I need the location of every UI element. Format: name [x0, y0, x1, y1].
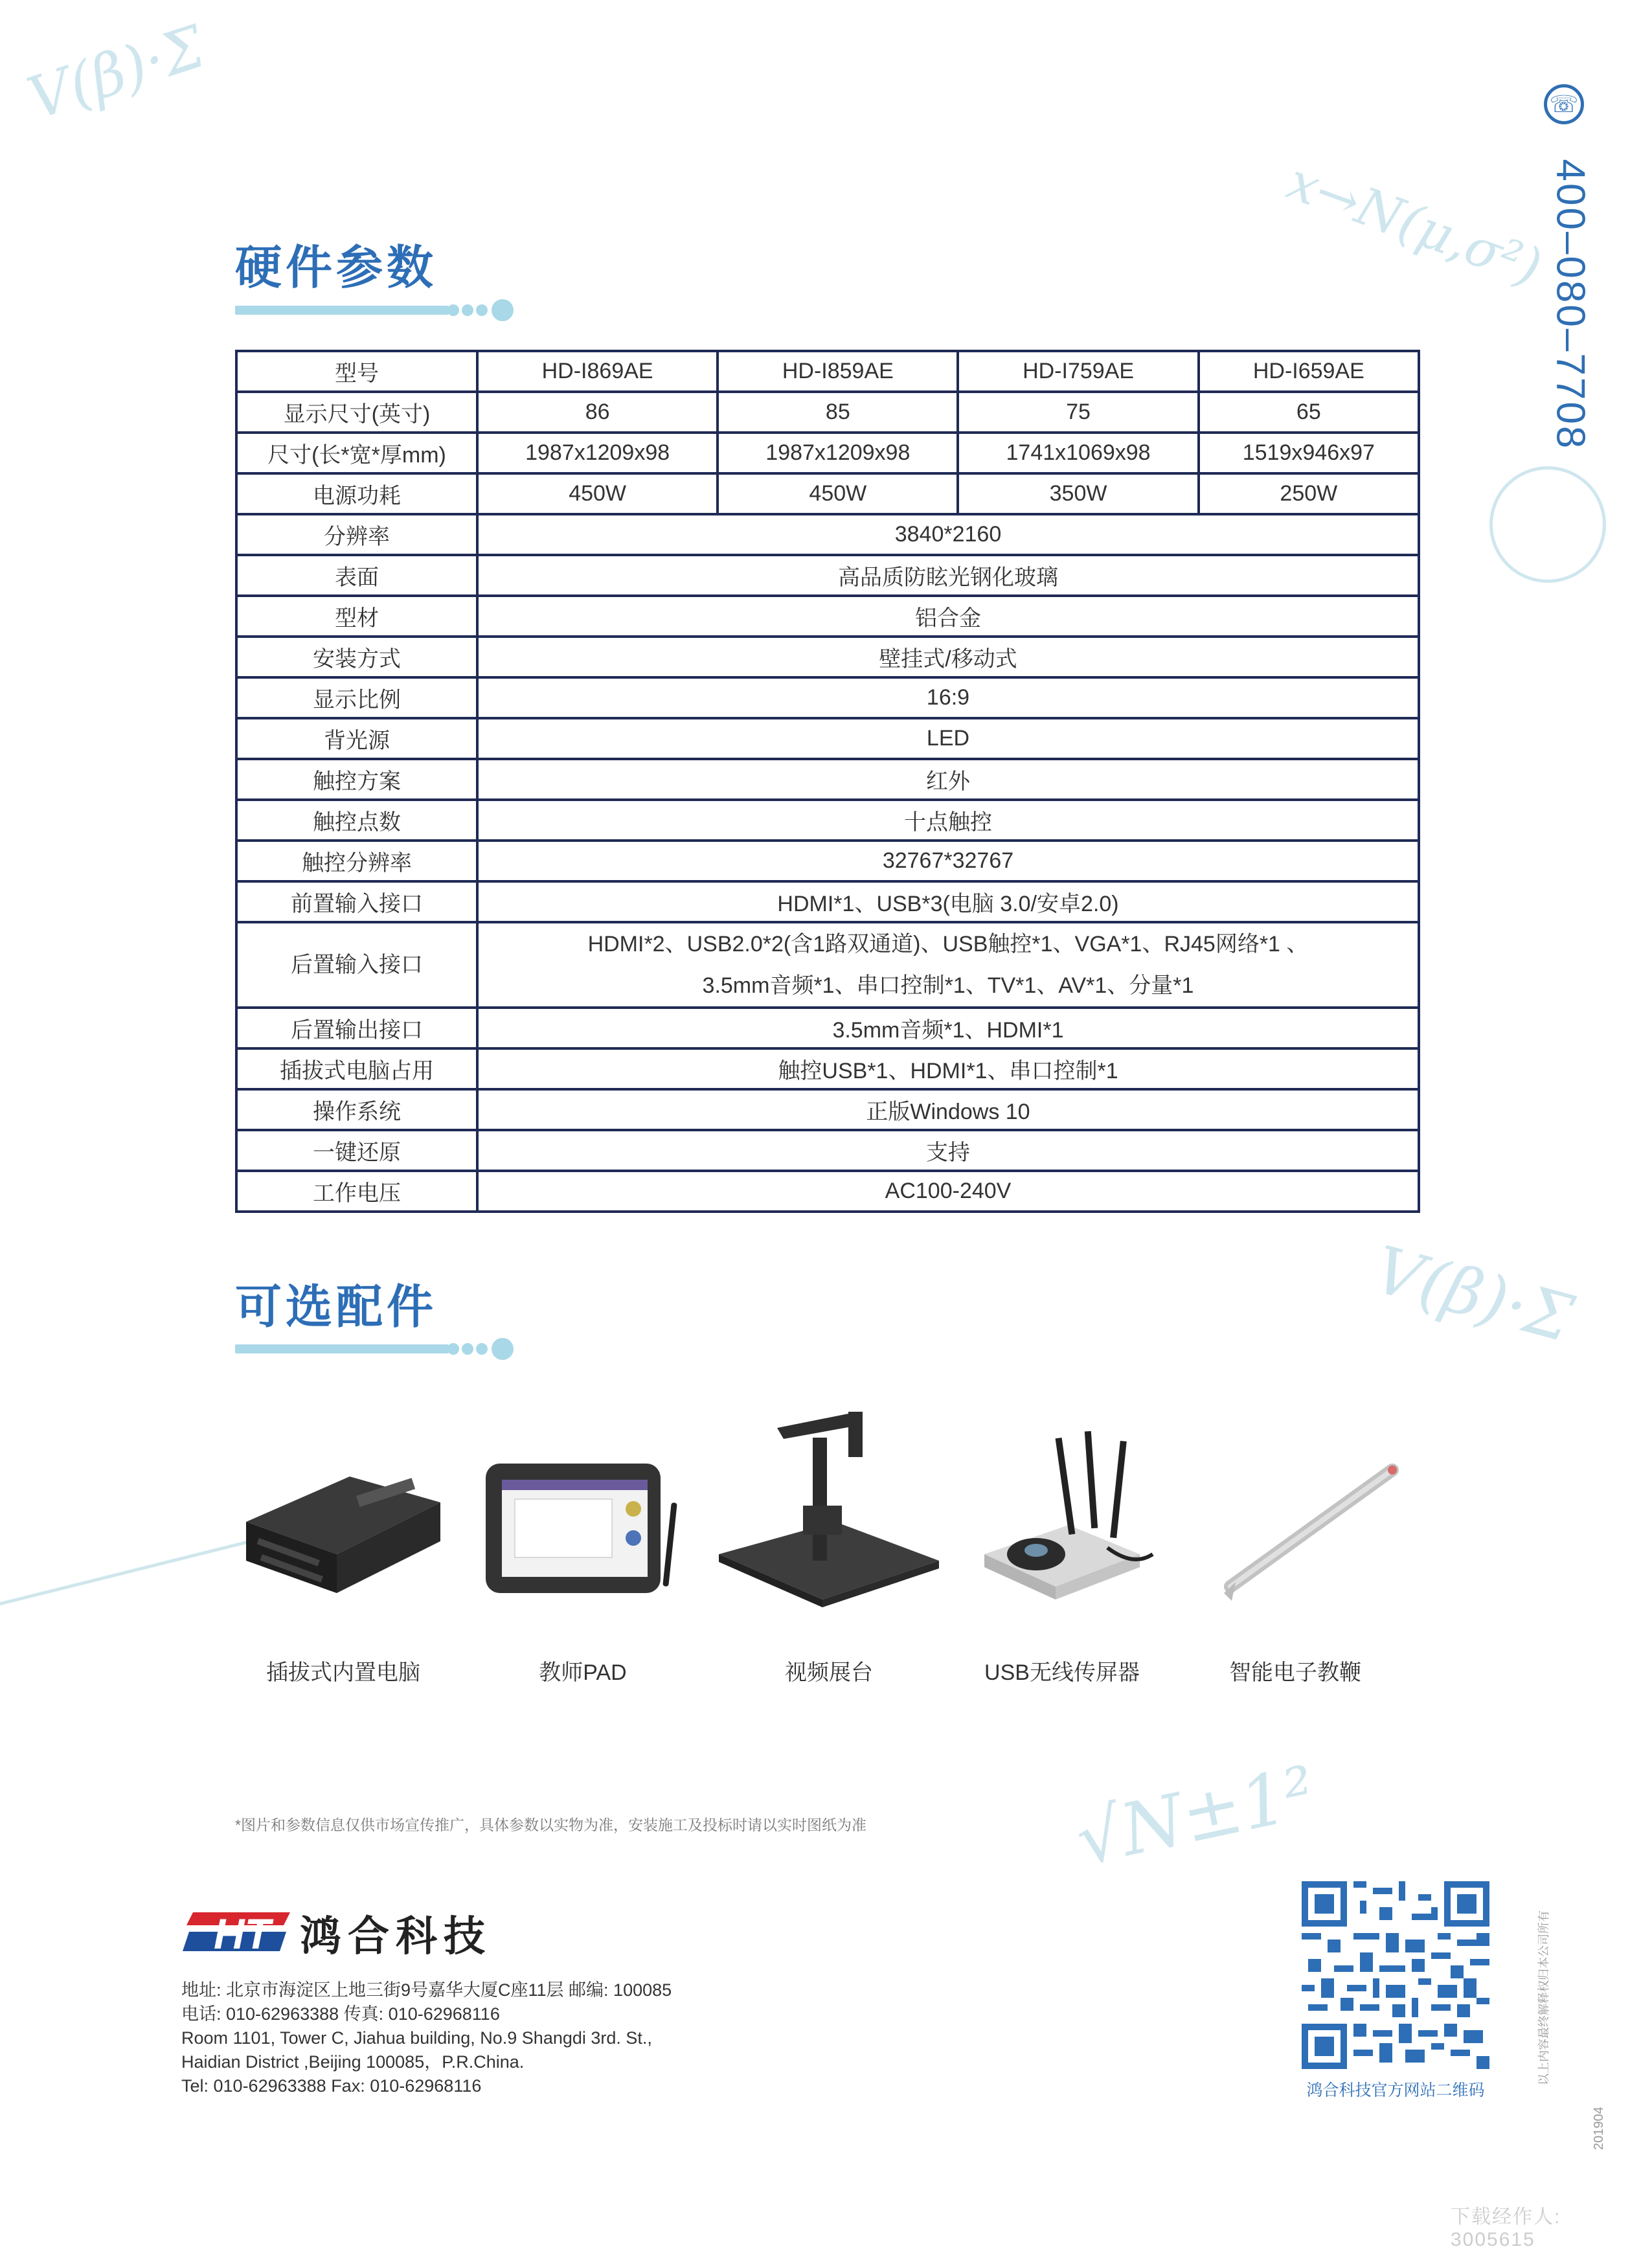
table-label-cell: 前置输入接口 — [236, 881, 477, 922]
address-line: 电话: 010-62963388 传真: 010-62968116 — [181, 2004, 500, 2024]
table-value-cell: AC100-240V — [477, 1171, 1419, 1212]
company-name: 鸿合科技 — [300, 1912, 492, 1961]
table-label-cell: 型材 — [236, 596, 477, 637]
table-row — [236, 1130, 1419, 1171]
table-row — [236, 922, 1419, 1008]
qr-code[interactable] — [1302, 1881, 1489, 2069]
table-value-cell: 85 — [718, 392, 958, 433]
accessory-item — [712, 1399, 945, 1703]
table-value-cell: 触控USB*1、HDMI*1、串口控制*1 — [477, 1048, 1419, 1089]
table-label-cell: 安装方式 — [236, 637, 477, 677]
table-row — [236, 881, 1419, 922]
math-doodle: x→N(μ,σ²) — [1280, 150, 1550, 299]
company-address — [181, 1978, 672, 2098]
table-label-cell: 分辨率 — [236, 514, 477, 555]
address-line: Room 1101, Tower C, Jiahua building, No.9 Shangdi 3rd. St., — [181, 2028, 652, 2048]
table-label-cell: 后置输入接口 — [236, 922, 477, 1008]
accessories-list — [220, 1399, 1438, 1703]
title-underline — [235, 1335, 533, 1361]
ht-logo-icon — [180, 1906, 297, 1958]
tablet-icon — [466, 1399, 699, 1619]
accessory-item — [945, 1399, 1179, 1703]
hotline-number: 400–080–7708 — [1548, 159, 1593, 451]
table-value-cell: 450W — [477, 473, 718, 514]
accessory-item — [1179, 1399, 1412, 1703]
accessory-name: 视频展台 — [785, 1660, 873, 1685]
table-value-cell: HDMI*1、USB*3(电脑 3.0/安卓2.0) — [477, 881, 1419, 922]
address-line: 地址: 北京市海淀区上地三街9号嘉华大厦C座11层 邮编: 100085 — [181, 1980, 672, 2000]
table-value-cell: 1987x1209x98 — [718, 433, 958, 473]
math-doodle: V(β)·Σ — [1366, 1231, 1581, 1357]
model-cell: HD-I659AE — [1199, 351, 1419, 392]
address-line: Tel: 010-62963388 Fax: 010-62968116 — [181, 2076, 482, 2096]
table-row — [236, 841, 1419, 881]
table-value-cell: 高品质防眩光钢化玻璃 — [477, 555, 1419, 596]
mini-pc-icon — [227, 1399, 460, 1619]
table-value-cell: 350W — [958, 473, 1198, 514]
table-row — [236, 718, 1419, 759]
value-line: 3.5mm音频*1、串口控制*1、TV*1、AV*1、分量*1 — [702, 973, 1194, 998]
print-code: 201904 — [1592, 2107, 1606, 2150]
model-cell: HD-I859AE — [718, 351, 958, 392]
table-value-cell: 32767*32767 — [477, 841, 1419, 881]
accessory-item — [227, 1399, 460, 1703]
table-label-cell: 工作电压 — [236, 1171, 477, 1212]
document-camera-icon — [712, 1399, 945, 1619]
table-row — [236, 473, 1419, 514]
qr-caption: 鸿合科技官方网站二维码 — [1306, 2081, 1485, 2099]
accessory-item — [466, 1399, 699, 1703]
table-value-cell: 铝合金 — [477, 596, 1419, 637]
math-doodle — [1489, 466, 1606, 583]
table-row — [236, 433, 1419, 473]
math-doodle: √N±1² — [1069, 1750, 1322, 1882]
phone-icon: ☏ — [1544, 84, 1584, 124]
table-value-cell: 支持 — [477, 1130, 1419, 1171]
table-value-cell: 壁挂式/移动式 — [477, 637, 1419, 677]
table-value-cell: 十点触控 — [477, 800, 1419, 841]
company-logo — [180, 1901, 504, 1962]
table-row — [236, 1048, 1419, 1089]
accessory-name: 智能电子教鞭 — [1229, 1660, 1361, 1685]
table-row — [236, 514, 1419, 555]
accessory-name: 插拔式内置电脑 — [266, 1660, 420, 1685]
accessory-name: USB无线传屏器 — [984, 1660, 1140, 1685]
table-label-cell: 型号 — [236, 351, 477, 392]
table-label-cell: 操作系统 — [236, 1089, 477, 1130]
table-value-cell: 86 — [477, 392, 718, 433]
table-label-cell: 后置输出接口 — [236, 1008, 477, 1048]
model-cell: HD-I869AE — [477, 351, 718, 392]
table-row — [236, 759, 1419, 800]
title-underline — [235, 297, 533, 322]
logo-text: HT — [214, 1910, 271, 1958]
table-value-cell: 正版Windows 10 — [477, 1089, 1419, 1130]
table-value-cell: 3.5mm音频*1、HDMI*1 — [477, 1008, 1419, 1048]
model-cell: HD-I759AE — [958, 351, 1198, 392]
table-value-cell: 3840*2160 — [477, 514, 1419, 555]
table-label-cell: 显示比例 — [236, 677, 477, 718]
table-row — [236, 1089, 1419, 1130]
table-label-cell: 尺寸(长*宽*厚mm) — [236, 433, 477, 473]
pointer-pen-icon — [1179, 1399, 1412, 1619]
table-value-cell: 1741x1069x98 — [958, 433, 1198, 473]
table-value-cell: 250W — [1199, 473, 1419, 514]
table-row — [236, 351, 1419, 392]
table-row — [236, 800, 1419, 841]
download-watermark: 下载经作人: 3005615 — [1451, 2206, 1561, 2250]
wireless-router-icon — [945, 1399, 1179, 1619]
table-row — [236, 555, 1419, 596]
table-row — [236, 1008, 1419, 1048]
table-value-cell: 红外 — [477, 759, 1419, 800]
table-value-cell: 65 — [1199, 392, 1419, 433]
table-label-cell: 插拔式电脑占用 — [236, 1048, 477, 1089]
table-value-cell: LED — [477, 718, 1419, 759]
table-row — [236, 596, 1419, 637]
hotline — [1541, 84, 1593, 451]
table-label-cell: 一键还原 — [236, 1130, 477, 1171]
table-label-cell: 触控分辨率 — [236, 841, 477, 881]
table-row — [236, 677, 1419, 718]
table-label-cell: 触控方案 — [236, 759, 477, 800]
table-row — [236, 392, 1419, 433]
table-label-cell: 背光源 — [236, 718, 477, 759]
table-value-cell: 1519x946x97 — [1199, 433, 1419, 473]
accessories-section-title: 可选配件 — [235, 1282, 438, 1333]
table-value-cell: 450W — [718, 473, 958, 514]
table-label-cell: 显示尺寸(英寸) — [236, 392, 477, 433]
accessory-name: 教师PAD — [539, 1660, 627, 1685]
address-line: Haidian District ,Beijing 100085，P.R.China. — [181, 2052, 525, 2072]
table-value-cell: 75 — [958, 392, 1198, 433]
math-doodle: V(β)·Σ — [19, 12, 213, 133]
table-label-cell: 触控点数 — [236, 800, 477, 841]
table-value-cell: 1987x1209x98 — [477, 433, 718, 473]
table-value-cell: 16:9 — [477, 677, 1419, 718]
hardware-section-title: 硬件参数 — [235, 242, 438, 294]
disclaimer-text: *图片和参数信息仅供市场宣传推广，具体参数以实物为准，安装施工及投标时请以实时图纸为准 — [235, 1816, 866, 1833]
table-label-cell: 表面 — [236, 555, 477, 596]
table-value-cell — [477, 922, 1419, 1008]
table-row — [236, 1171, 1419, 1212]
table-row — [236, 637, 1419, 677]
value-line: HDMI*2、USB2.0*2(含1路双通道)、USB触控*1、VGA*1、RJ45网络*1 、 — [587, 932, 1309, 956]
copyright-note: 以上内容最终解释权归本公司所有 — [1537, 1910, 1550, 2085]
hardware-params-table — [235, 350, 1420, 1213]
table-label-cell: 电源功耗 — [236, 473, 477, 514]
